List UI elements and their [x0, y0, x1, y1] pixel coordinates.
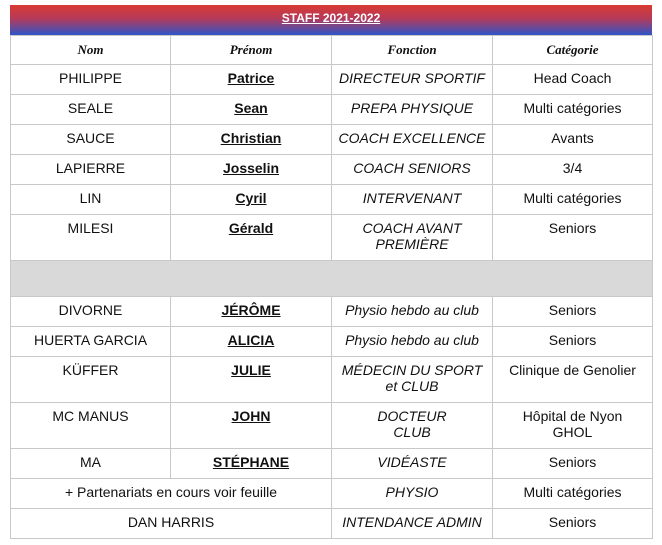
cell-fonction: PHYSIO — [332, 479, 493, 509]
cell-nom-prenom: DAN HARRIS — [11, 509, 332, 539]
table-row — [11, 155, 653, 185]
header-row — [11, 36, 653, 65]
fonction-line: et CLUB — [385, 378, 439, 394]
cell-fonction: COACH EXCELLENCE — [332, 125, 493, 155]
cell-prenom: JULIE — [171, 357, 332, 403]
cell-categorie — [493, 403, 653, 449]
table-row — [11, 509, 653, 539]
cell-prenom: Cyril — [171, 185, 332, 215]
table-row — [11, 403, 653, 449]
cell-fonction — [332, 403, 493, 449]
cell-nom: SAUCE — [11, 125, 171, 155]
table-row — [11, 215, 653, 261]
cell-fonction: INTERVENANT — [332, 185, 493, 215]
cell-nom: SEALE — [11, 95, 171, 125]
separator-cell — [11, 261, 653, 297]
cell-categorie: Multi catégories — [493, 185, 653, 215]
cell-fonction: PREPA PHYSIQUE — [332, 95, 493, 125]
cell-nom: MA — [11, 449, 171, 479]
table-row — [11, 185, 653, 215]
cell-categorie: Multi catégories — [493, 479, 653, 509]
cell-prenom: Gérald — [171, 215, 332, 261]
cell-categorie: Head Coach — [493, 65, 653, 95]
cell-nom: PHILIPPE — [11, 65, 171, 95]
separator-row — [11, 261, 653, 297]
cell-categorie: 3/4 — [493, 155, 653, 185]
cell-prenom: Sean — [171, 95, 332, 125]
staff-table — [10, 35, 653, 539]
cell-categorie: Seniors — [493, 509, 653, 539]
cell-prenom: STÉPHANE — [171, 449, 332, 479]
cell-prenom: JÉRÔME — [171, 297, 332, 327]
cell-prenom: Patrice — [171, 65, 332, 95]
categorie-line: Hôpital de Nyon — [522, 408, 623, 424]
cell-fonction: VIDÉASTE — [332, 449, 493, 479]
cell-fonction — [332, 215, 493, 261]
cell-fonction: COACH SENIORS — [332, 155, 493, 185]
header-nom: Nom — [11, 36, 171, 65]
cell-prenom: Christian — [171, 125, 332, 155]
table-row — [11, 449, 653, 479]
fonction-line: PREMIÈRE — [375, 236, 449, 252]
cell-nom: HUERTA GARCIA — [11, 327, 171, 357]
table-row — [11, 125, 653, 155]
cell-fonction: DIRECTEUR SPORTIF — [332, 65, 493, 95]
header-fonction: Fonction — [332, 36, 493, 65]
cell-prenom: JOHN — [171, 403, 332, 449]
fonction-line: COACH AVANT — [362, 220, 462, 236]
cell-categorie: Seniors — [493, 215, 653, 261]
fonction-line: DOCTEUR — [377, 408, 447, 424]
table-row — [11, 357, 653, 403]
cell-nom-prenom: + Partenariats en cours voir feuille — [11, 479, 332, 509]
header-categorie: Catégorie — [493, 36, 653, 65]
cell-fonction: Physio hebdo au club — [332, 297, 493, 327]
staff-title-banner: STAFF 2021-2022 — [10, 5, 652, 35]
cell-categorie: Seniors — [493, 449, 653, 479]
table-row — [11, 479, 653, 509]
cell-nom: LAPIERRE — [11, 155, 171, 185]
cell-categorie: Avants — [493, 125, 653, 155]
cell-nom: MILESI — [11, 215, 171, 261]
cell-nom: LIN — [11, 185, 171, 215]
cell-nom: MC MANUS — [11, 403, 171, 449]
cell-categorie: Seniors — [493, 297, 653, 327]
cell-categorie: Seniors — [493, 327, 653, 357]
table-row — [11, 297, 653, 327]
cell-nom: DIVORNE — [11, 297, 171, 327]
table-row — [11, 65, 653, 95]
table-row — [11, 327, 653, 357]
categorie-line: GHOL — [552, 424, 593, 440]
fonction-line: CLUB — [393, 424, 431, 440]
cell-prenom: Josselin — [171, 155, 332, 185]
fonction-line: MÉDECIN DU SPORT — [341, 362, 483, 378]
cell-fonction — [332, 357, 493, 403]
cell-fonction: Physio hebdo au club — [332, 327, 493, 357]
cell-nom: KÜFFER — [11, 357, 171, 403]
header-prenom: Prénom — [171, 36, 332, 65]
table-row — [11, 95, 653, 125]
cell-categorie: Multi catégories — [493, 95, 653, 125]
cell-prenom: ALICIA — [171, 327, 332, 357]
staff-sheet — [10, 5, 652, 539]
cell-categorie: Clinique de Genolier — [493, 357, 653, 403]
cell-fonction: INTENDANCE ADMIN — [332, 509, 493, 539]
